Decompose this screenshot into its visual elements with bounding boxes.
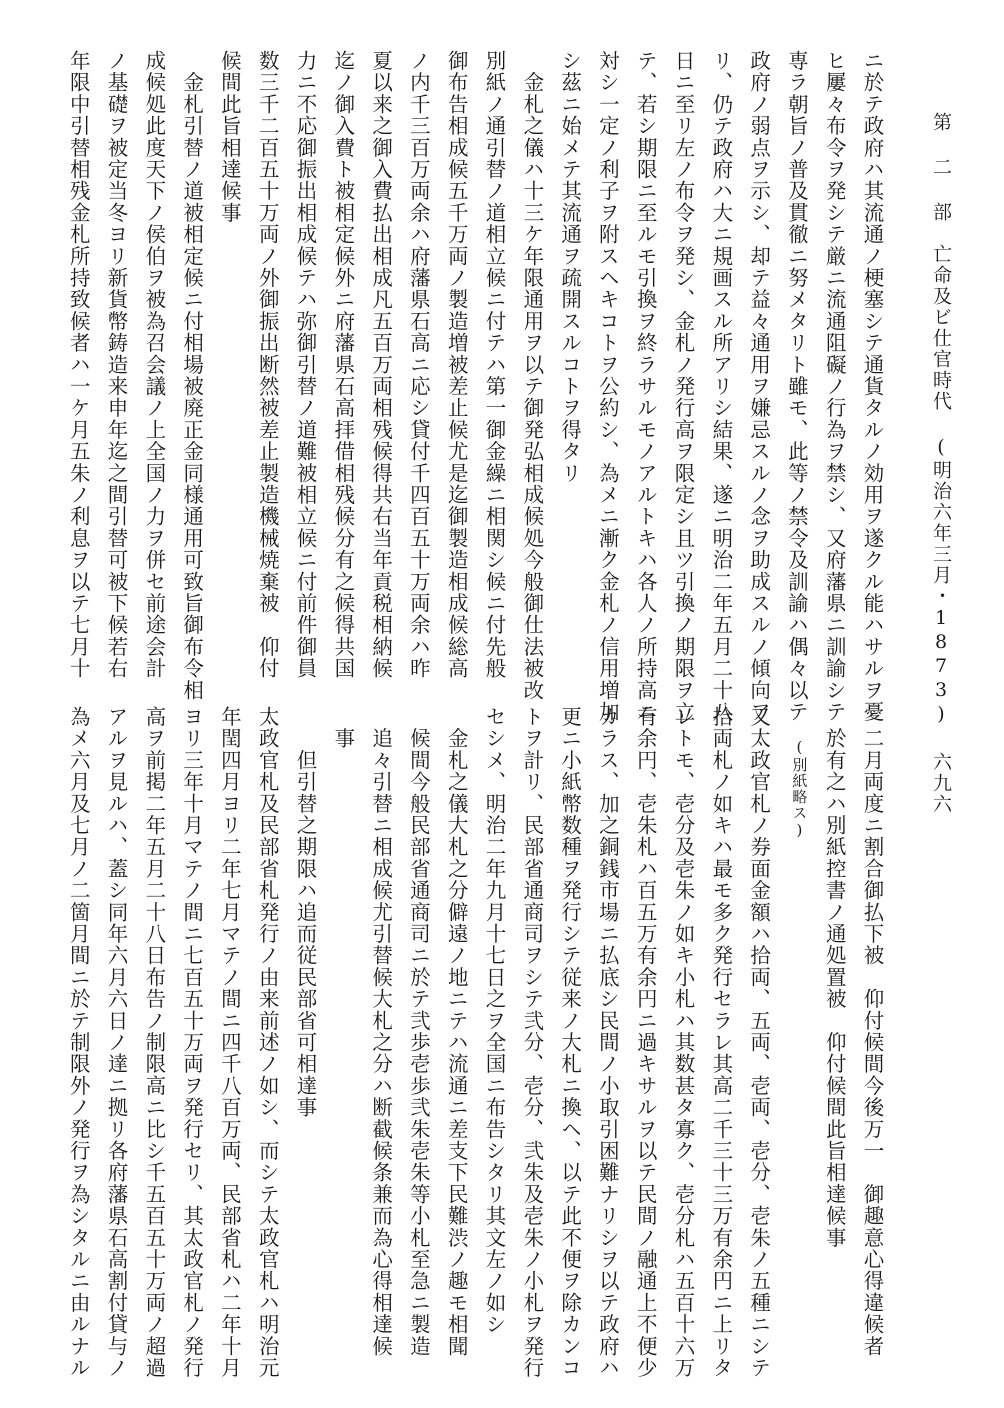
text-line: 於有之ハ別紙控書ノ通処置被 仰付候間此旨相達候事 — [822, 706, 847, 1249]
text-line: 対シ一定ノ利子ヲ附スヘキコトヲ公約シ、為メニ漸ク金札ノ信用増加 — [595, 50, 620, 723]
text-line: 追々引替ニ相成候尤引替候大札之分ハ断截候条兼而為心得相達候 — [368, 706, 393, 1357]
text-line: 年閏四月ヨリ二年七月マテノ間ニ四千八百万両、民部省札ハ二年十月 — [217, 706, 242, 1379]
text-line: 夏以来之御入費払出相成凡五百万両相残候得共右当年貢税相納候 — [368, 50, 393, 680]
text-line: 金札引替ノ道被相定候ニ付相場被廃正金同様通用可致旨御布令相 — [179, 50, 204, 701]
text-line: ヒ屢々布令ヲ発シテ厳ニ流通阻礙ノ行為ヲ禁シ、又府藩県ニ訓諭シテ — [822, 50, 847, 723]
text-line: 有余円、壱朱札ハ百五万有余円ニ過キサルヲ以テ民間ノ融通上不便少 — [633, 706, 658, 1379]
text-line: ニ於テ政府ハ其流通ノ梗塞シテ通貨タルノ効用ヲ遂クル能ハサルヲ憂 — [860, 50, 884, 723]
text-line: 候間此旨相達候事 — [217, 50, 242, 224]
running-head: 第 二 部 亡命及ビ仕官時代 (明治六年三月・1873) — [930, 112, 952, 727]
text-line: 迄ノ御入費ト被相定候外ニ府藩県石高拝借相残候分有之候得共国 — [330, 50, 355, 680]
text-line: 太政官札及民部省札発行ノ由来前述ノ如シ、而シテ太政官札ハ明治元 — [255, 706, 280, 1379]
text-line: アルヲ見ルハ、蓋シ同年六月六日ノ達ニ拠リ各府藩県石高割付貸与ノ — [104, 706, 128, 1379]
text-line: ノ基礎ヲ被定当冬ヨリ新貨幣鋳造来申年迄之間引替可被下候若右 — [104, 50, 128, 680]
text-line: カラス、加之銅銭市場ニ払底シ民間ノ小取引困難ナリシヲ以テ政府ハ — [595, 706, 620, 1379]
text-line: シ茲ニ始メテ其流通ヲ疏開スルコトヲ得タリ — [557, 50, 582, 484]
text-line: 専ラ朝旨ノ普及貫徹ニ努メタリト雖モ、此等ノ禁令及訓諭ハ偶々以テ — [784, 50, 809, 723]
text-line: 別紙ノ通引替ノ道相立候ニ付テハ第一御金繰ニ相関シ候ニ付先般 — [482, 50, 506, 680]
text-line: 金札之儀ハ十三ケ年限通用ヲ以テ御発弘相成候処今般御仕法被改 — [519, 50, 544, 701]
text-line: ノ内千三百万両余ハ府藩県石高ニ応シ貸付千四百五十万両余ハ昨 — [406, 50, 431, 680]
text-line: トヲ計リ、民部省通商司ヲシテ弐分、壱分、弐朱及壱朱ノ小札ヲ発行 — [519, 706, 544, 1379]
text-line: 更ニ小紙幣数種ヲ発行シテ従来ノ大札ニ換ヘ、以テ此不便ヲ除カンコ — [557, 706, 582, 1379]
text-line: 又太政官札ノ券面金額ハ拾両、五両、壱両、壱分、壱朱ノ五種ニシテ — [746, 706, 771, 1379]
text-line: 二月両度ニ割合御払下被 仰付候間今後万一 御趣意心得違候者 — [860, 706, 884, 1357]
text-line: 年限中引替相残金札所持致候者ハ一ケ月五朱ノ利息ヲ以テ七月十 — [66, 50, 91, 680]
text-line: テ、若シ期限ニ至ルモ引換ヲ終ラサルモノアルトキハ各人ノ所持高ニ — [633, 50, 658, 723]
page-number: 六九六 — [930, 752, 952, 815]
text-line: 事 — [330, 706, 355, 750]
text-line: 高ヲ前掲二年五月二十八日布告ノ制限高ニ比シ千五百五十万両ノ超過 — [141, 706, 166, 1379]
text-line: 力ニ不応御振出相成候テハ弥御引替ノ道難被相立候ニ付前件御員 — [293, 50, 317, 680]
text-line: ヨリ三年十月マテノ間ニ七百五十万両ヲ発行セリ、其太政官札ノ発行 — [179, 706, 204, 1379]
text-line: セシメ、明治二年九月十七日之ヲ全国ニ布告シタリ其文左ノ如シ — [482, 706, 506, 1336]
text-line: レトモ、壱分及壱朱ノ如キ小札ハ其数甚タ寡ク、壱分札ハ五百十六万 — [671, 706, 695, 1379]
text-line: (別紙略ス) — [790, 706, 809, 840]
text-line: リ、仍テ政府ハ大ニ規画スル所アリシ結果、遂ニ明治二年五月二十八 — [708, 50, 733, 723]
text-line: 政府ノ弱点ヲ示シ、却テ益々通用ヲ嫌忌スルノ念ヲ助成スルノ傾向ア — [746, 50, 771, 723]
text-line: 御布告相成候五千万両ノ製造増被差止候尤是迄御製造相成候総高 — [444, 50, 469, 680]
text-line: 但引替之期限ハ追而従民部省可相達事 — [293, 706, 317, 1119]
text-line: 日ニ至リ左ノ布令ヲ発シ、金札ノ発行高ヲ限定シ且ツ引換ノ期限ヲ立 — [671, 50, 695, 723]
text-line: 拾両札ノ如キハ最モ多ク発行セラレ其高二千三十三万有余円ニ上リタ — [708, 706, 733, 1379]
text-line: 為メ六月及七月ノ二箇月間ニ於テ制限外ノ発行ヲ為シタルニ由ルナル — [66, 706, 91, 1379]
text-line: 金札之儀大札之分僻遠ノ地ニテハ流通ニ差支下民難渋ノ趣モ相聞 — [444, 706, 469, 1357]
text-line: 成候処此度天下ノ侯伯ヲ被為召会議ノ上全国ノ力ヲ併セ前途会計 — [141, 50, 166, 680]
text-line: 候間今般民部省通商司ニ於テ弐歩壱歩弐朱壱朱等小札至急ニ製造 — [406, 706, 431, 1357]
text-line: 数三千二百五十万両ノ外御振出断然被差止製造機械焼棄被 仰付 — [255, 50, 280, 680]
